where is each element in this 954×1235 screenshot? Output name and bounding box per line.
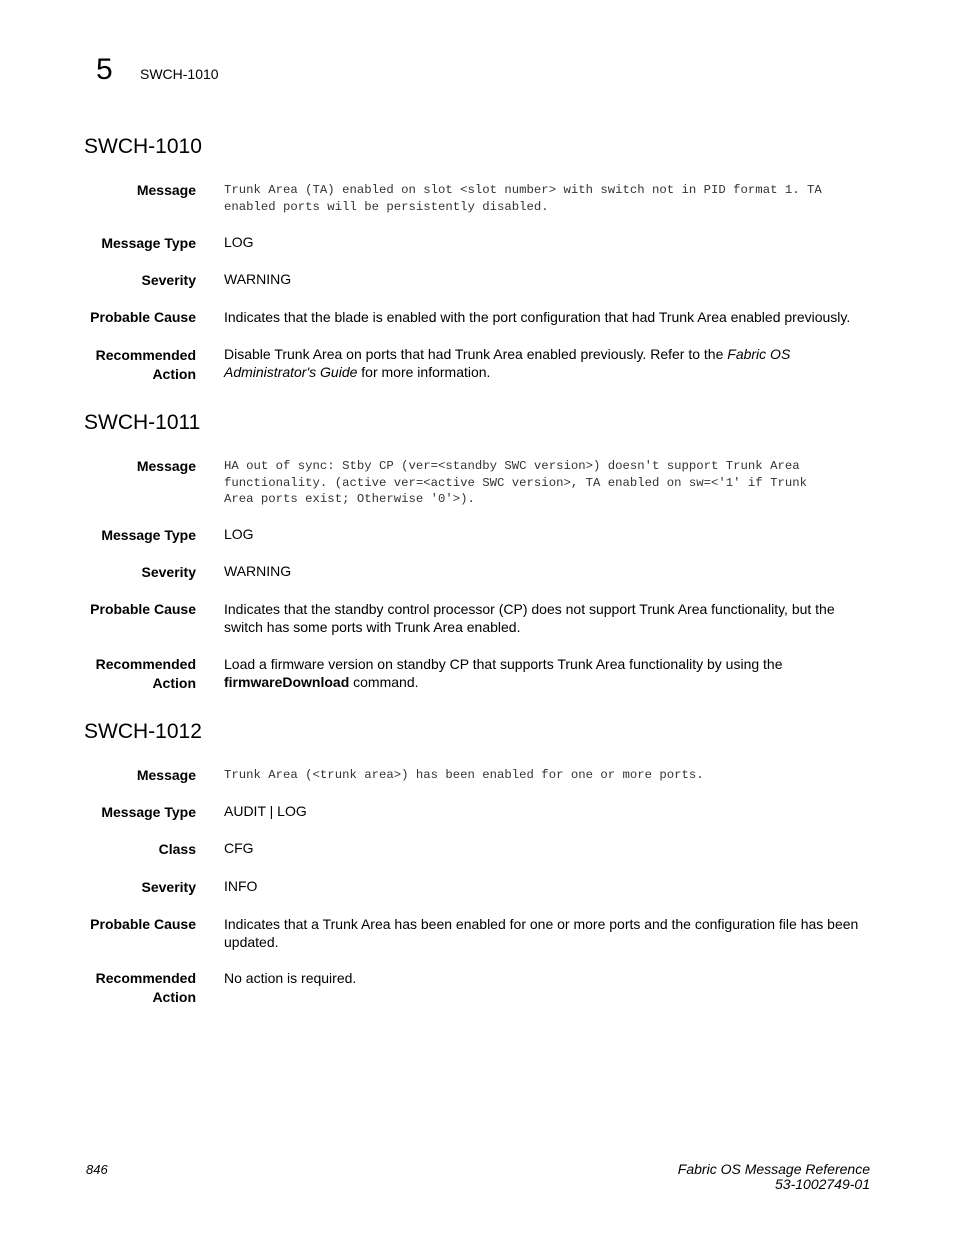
- message-type-value: LOG: [224, 526, 254, 542]
- severity-value: INFO: [224, 878, 258, 894]
- message-text: HA out of sync: Stby CP (ver=<standby SWC version>) doesn't support Trunk Area functionality. (active ver=<active SWC version>, TA enabled on sw=<'1' if Trunk Area ports exist; Otherwise '0'>).: [224, 459, 807, 506]
- command-name: firmwareDownload: [224, 673, 350, 690]
- class-value: CFG: [224, 840, 254, 856]
- book-title: Fabric OS Message Reference: [677, 1161, 870, 1177]
- severity-label: Severity: [141, 272, 196, 288]
- message-type-label: Message Type: [101, 804, 196, 820]
- footer-doc-info: [678, 1162, 870, 1192]
- message-label: Message: [136, 458, 196, 474]
- entry-title-swch-1011: SWCH-1011: [84, 411, 201, 434]
- severity-value: WARNING: [224, 563, 292, 579]
- probable-cause-text: Indicates that the standby control processor (CP) does not support Trunk Area functionality, but the switch has some ports with Trunk Area enabled.: [224, 601, 835, 635]
- chapter-number: 5: [96, 53, 113, 86]
- message-type-label: Message Type: [101, 235, 196, 251]
- severity-label: Severity: [141, 879, 196, 895]
- class-label: Class: [158, 841, 196, 857]
- recommended-action-text: Disable Trunk Area on ports that had Trunk Area enabled previously. Refer to the Fabric OS Administrator's Guide for more information.: [224, 346, 791, 380]
- entry-title-swch-1010: SWCH-1010: [84, 135, 202, 158]
- recommended-action-label: Recommended Action: [95, 347, 196, 382]
- message-type-label: Message Type: [101, 527, 196, 543]
- recommended-action-label: Recommended Action: [95, 970, 196, 1005]
- message-type-value: AUDIT | LOG: [224, 803, 307, 819]
- recommended-action-text: No action is required.: [224, 970, 357, 986]
- message-text: Trunk Area (TA) enabled on slot <slot number> with switch not in PID format 1. TA enabled ports will be persistently disabled.: [224, 183, 822, 214]
- severity-value: WARNING: [224, 271, 292, 287]
- doc-number: 53-1002749-01: [775, 1176, 870, 1192]
- severity-label: Severity: [141, 564, 196, 580]
- message-label: Message: [136, 767, 196, 783]
- guide-title: Fabric OS Administrator's Guide: [224, 346, 791, 380]
- message-type-value: LOG: [224, 234, 254, 250]
- probable-cause-label: Probable Cause: [90, 601, 196, 617]
- recommended-action-text: Load a firmware version on standby CP that supports Trunk Area functionality by using the firmwareDownload command.: [224, 656, 783, 690]
- probable-cause-label: Probable Cause: [90, 309, 196, 325]
- entry-title-swch-1012: SWCH-1012: [84, 720, 202, 743]
- probable-cause-label: Probable Cause: [90, 916, 196, 932]
- message-text: Trunk Area (<trunk area>) has been enabled for one or more ports.: [224, 768, 704, 782]
- probable-cause-text: Indicates that a Trunk Area has been enabled for one or more ports and the configuration file has been updated.: [224, 916, 859, 950]
- message-label: Message: [136, 182, 196, 198]
- recommended-action-label: Recommended Action: [95, 656, 196, 691]
- running-title: SWCH-1010: [140, 66, 219, 82]
- probable-cause-text: Indicates that the blade is enabled with the port configuration that had Trunk Area enabled previously.: [224, 309, 851, 325]
- page-number: 846: [86, 1162, 108, 1177]
